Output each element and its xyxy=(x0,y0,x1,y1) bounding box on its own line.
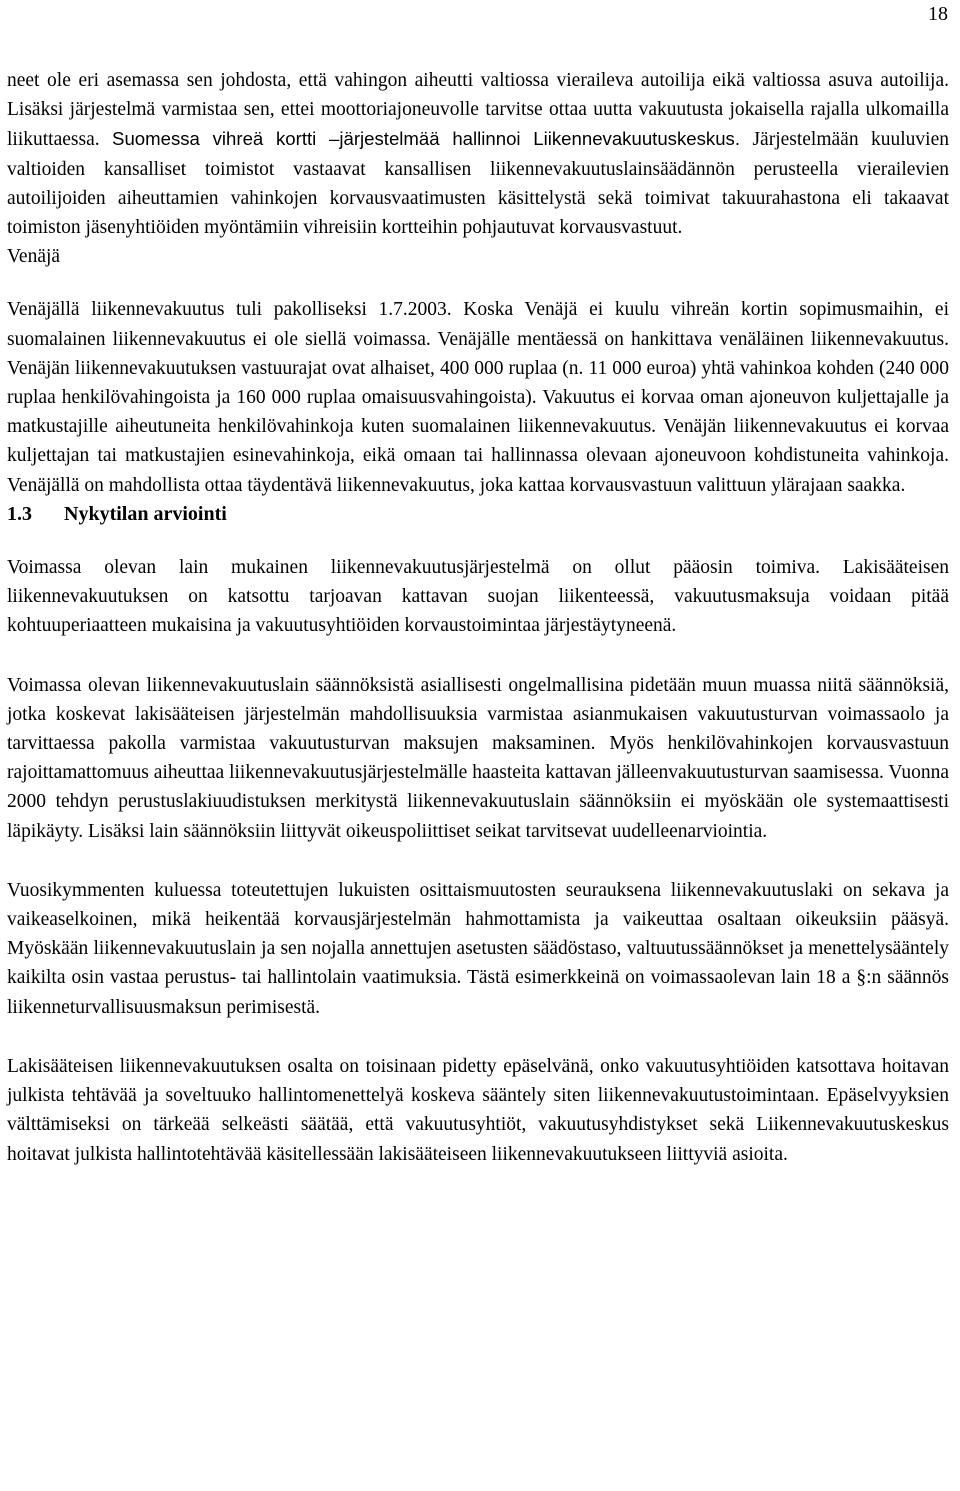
section-number: 1.3 xyxy=(7,502,32,525)
subheading-russia: Venäjä xyxy=(7,246,61,268)
paragraph-green-card-text-sans: Suomessa vihreä kortti –järjestelmää hallinnoi Liikennevakuutuskeskus. xyxy=(112,128,741,150)
paragraph-green-card xyxy=(7,66,949,242)
section-title: Nykytilan arviointi xyxy=(64,502,227,525)
paragraph-green-card-text-b: Järjestelmään kuuluvien valtioiden kansalliset toimistot vastaavat kansallisen liikennevakuutuslainsäädännön perusteella vierailevien autoilijoiden aiheuttamien vahinkojen korvausvaatimusten käsittelystä sekä toimivat takuurahastona eli takaavat toimiston jäsenyhtiöiden myöntämiin vihreisiin kortteihin pohjautuvat korvausvastuut. xyxy=(7,129,949,239)
paragraph-assessment-4: Lakisääteisen liikennevakuutuksen osalta on toisinaan pidetty epäselvänä, onko vakuutusyhtiöiden katsottava hoitavan julkista tehtävää ja soveltuuko hallintomenettelyä koskeva sääntely siten liikennevakuutustoimintaan. Epäselvyyksien välttämiseksi on tärkeää selkeästi säätää, että vakuutusyhtiöt, vakuutusyhdistykset sekä Liikennevakuutuskeskus hoitavat julkista hallintotehtävää käsitellessään lakisääteiseen liikennevakuutukseen liittyviä asioita. xyxy=(7,1055,949,1165)
section-heading xyxy=(7,500,949,529)
paragraph-green-card-text-a: neet ole eri asemassa sen johdosta, että vahingon aiheutti valtiossa vieraileva autoilija eikä valtiossa asuva autoilija. Lisäksi järjestelmä varmistaa sen, ettei moottoriajoneuvolle tarvitse ottaa uutta vakuutusta jokaisella rajalla ulkomailla liikuttaessa. xyxy=(7,70,949,151)
paragraph-assessment-2: Voimassa olevan liikennevakuutuslain säännöksistä asiallisesti ongelmallisina pidetään muun muassa niitä säännöksiä, jotka koskevat lakisääteisen järjestelmän mahdollisuuksia varmistaa asianmukaisen vakuutusturvan voimassaolo ja tarvittaessa pakolla varmistaa vakuutusturvan maksujen maksaminen. Myös henkilövahinkojen korvausvastuun rajoittamattomuus aiheuttaa liikennevakuutusjärjestelmälle haasteita kattavan jälleenvakuutusturvan saamisessa. Vuonna 2000 tehdyn perustuslakiuudistuksen merkitystä liikennevakuutuslain säännöksiin ei myöskään ole systemaattisesti läpikäyty. Lisäksi lain säännöksiin liittyvät oikeuspoliittiset seikat tarvitsevat uudelleenarviointia. xyxy=(7,674,949,842)
body-text xyxy=(7,66,949,1169)
page-number: 18 xyxy=(928,3,948,25)
paragraph-assessment-1: Voimassa olevan lain mukainen liikennevakuutusjärjestelmä on ollut pääosin toimiva. Lakisääteisen liikennevakuutuksen on katsottu tarjoavan kattavan suojan liikenteessä, vakuutusmaksuja voidaan pitää kohtuuperiaatteen mukaisina ja vakuutusyhtiöiden korvaustoimintaa järjestäytyneenä. xyxy=(7,557,949,637)
paragraph-assessment-3: Vuosikymmenten kuluessa toteutettujen lukuisten osittaismuutosten seurauksena liikennevakuutuslaki on sekava ja vaikeaselkoinen, mikä heikentää korvausjärjestelmän hahmottamista ja vaikeuttaa osaltaan oikeuksiin pääsyä. Myöskään liikennevakuutuslain ja sen nojalla annettujen asetusten säädöstaso, valtuutussäännökset ja menettelysääntely kaikilta osin vastaa perustus- tai hallintolain vaatimuksia. Tästä esimerkkeinä on voimassaolevan lain 18 a §:n säännös liikenneturvallisuusmaksun perimisestä. xyxy=(7,879,949,1018)
paragraph-russia: Venäjällä liikennevakuutus tuli pakolliseksi 1.7.2003. Koska Venäjä ei kuulu vihreän kortin sopimusmaihin, ei suomalainen liikennevakuutus ei ole siellä voimassa. Venäjälle mentäessä on hankittava venäläinen liikennevakuutus. Venäjän liikennevakuutuksen vastuurajat ovat alhaiset, 400 000 ruplaa (n. 11 000 euroa) yhtä vahinkoa kohden (240 000 ruplaa henkilövahingoista ja 160 000 ruplaa omaisuusvahingoista). Vakuutus ei korvaa oman ajoneuvon kuljettajalle ja matkustajille aiheutuneita henkilövahinkoja kuten suomalainen liikennevakuutus. Venäjän liikennevakuutus ei korvaa kuljettajan tai matkustajien esinevahinkoja, eikä omaan tai hallinnassa olevaan ajoneuvoon kohdistuneita vahinkoja. Venäjällä on mahdollista ottaa täydentävä liikennevakuutus, joka kattaa korvausvastuun valittuun ylärajaan saakka. xyxy=(7,299,949,496)
